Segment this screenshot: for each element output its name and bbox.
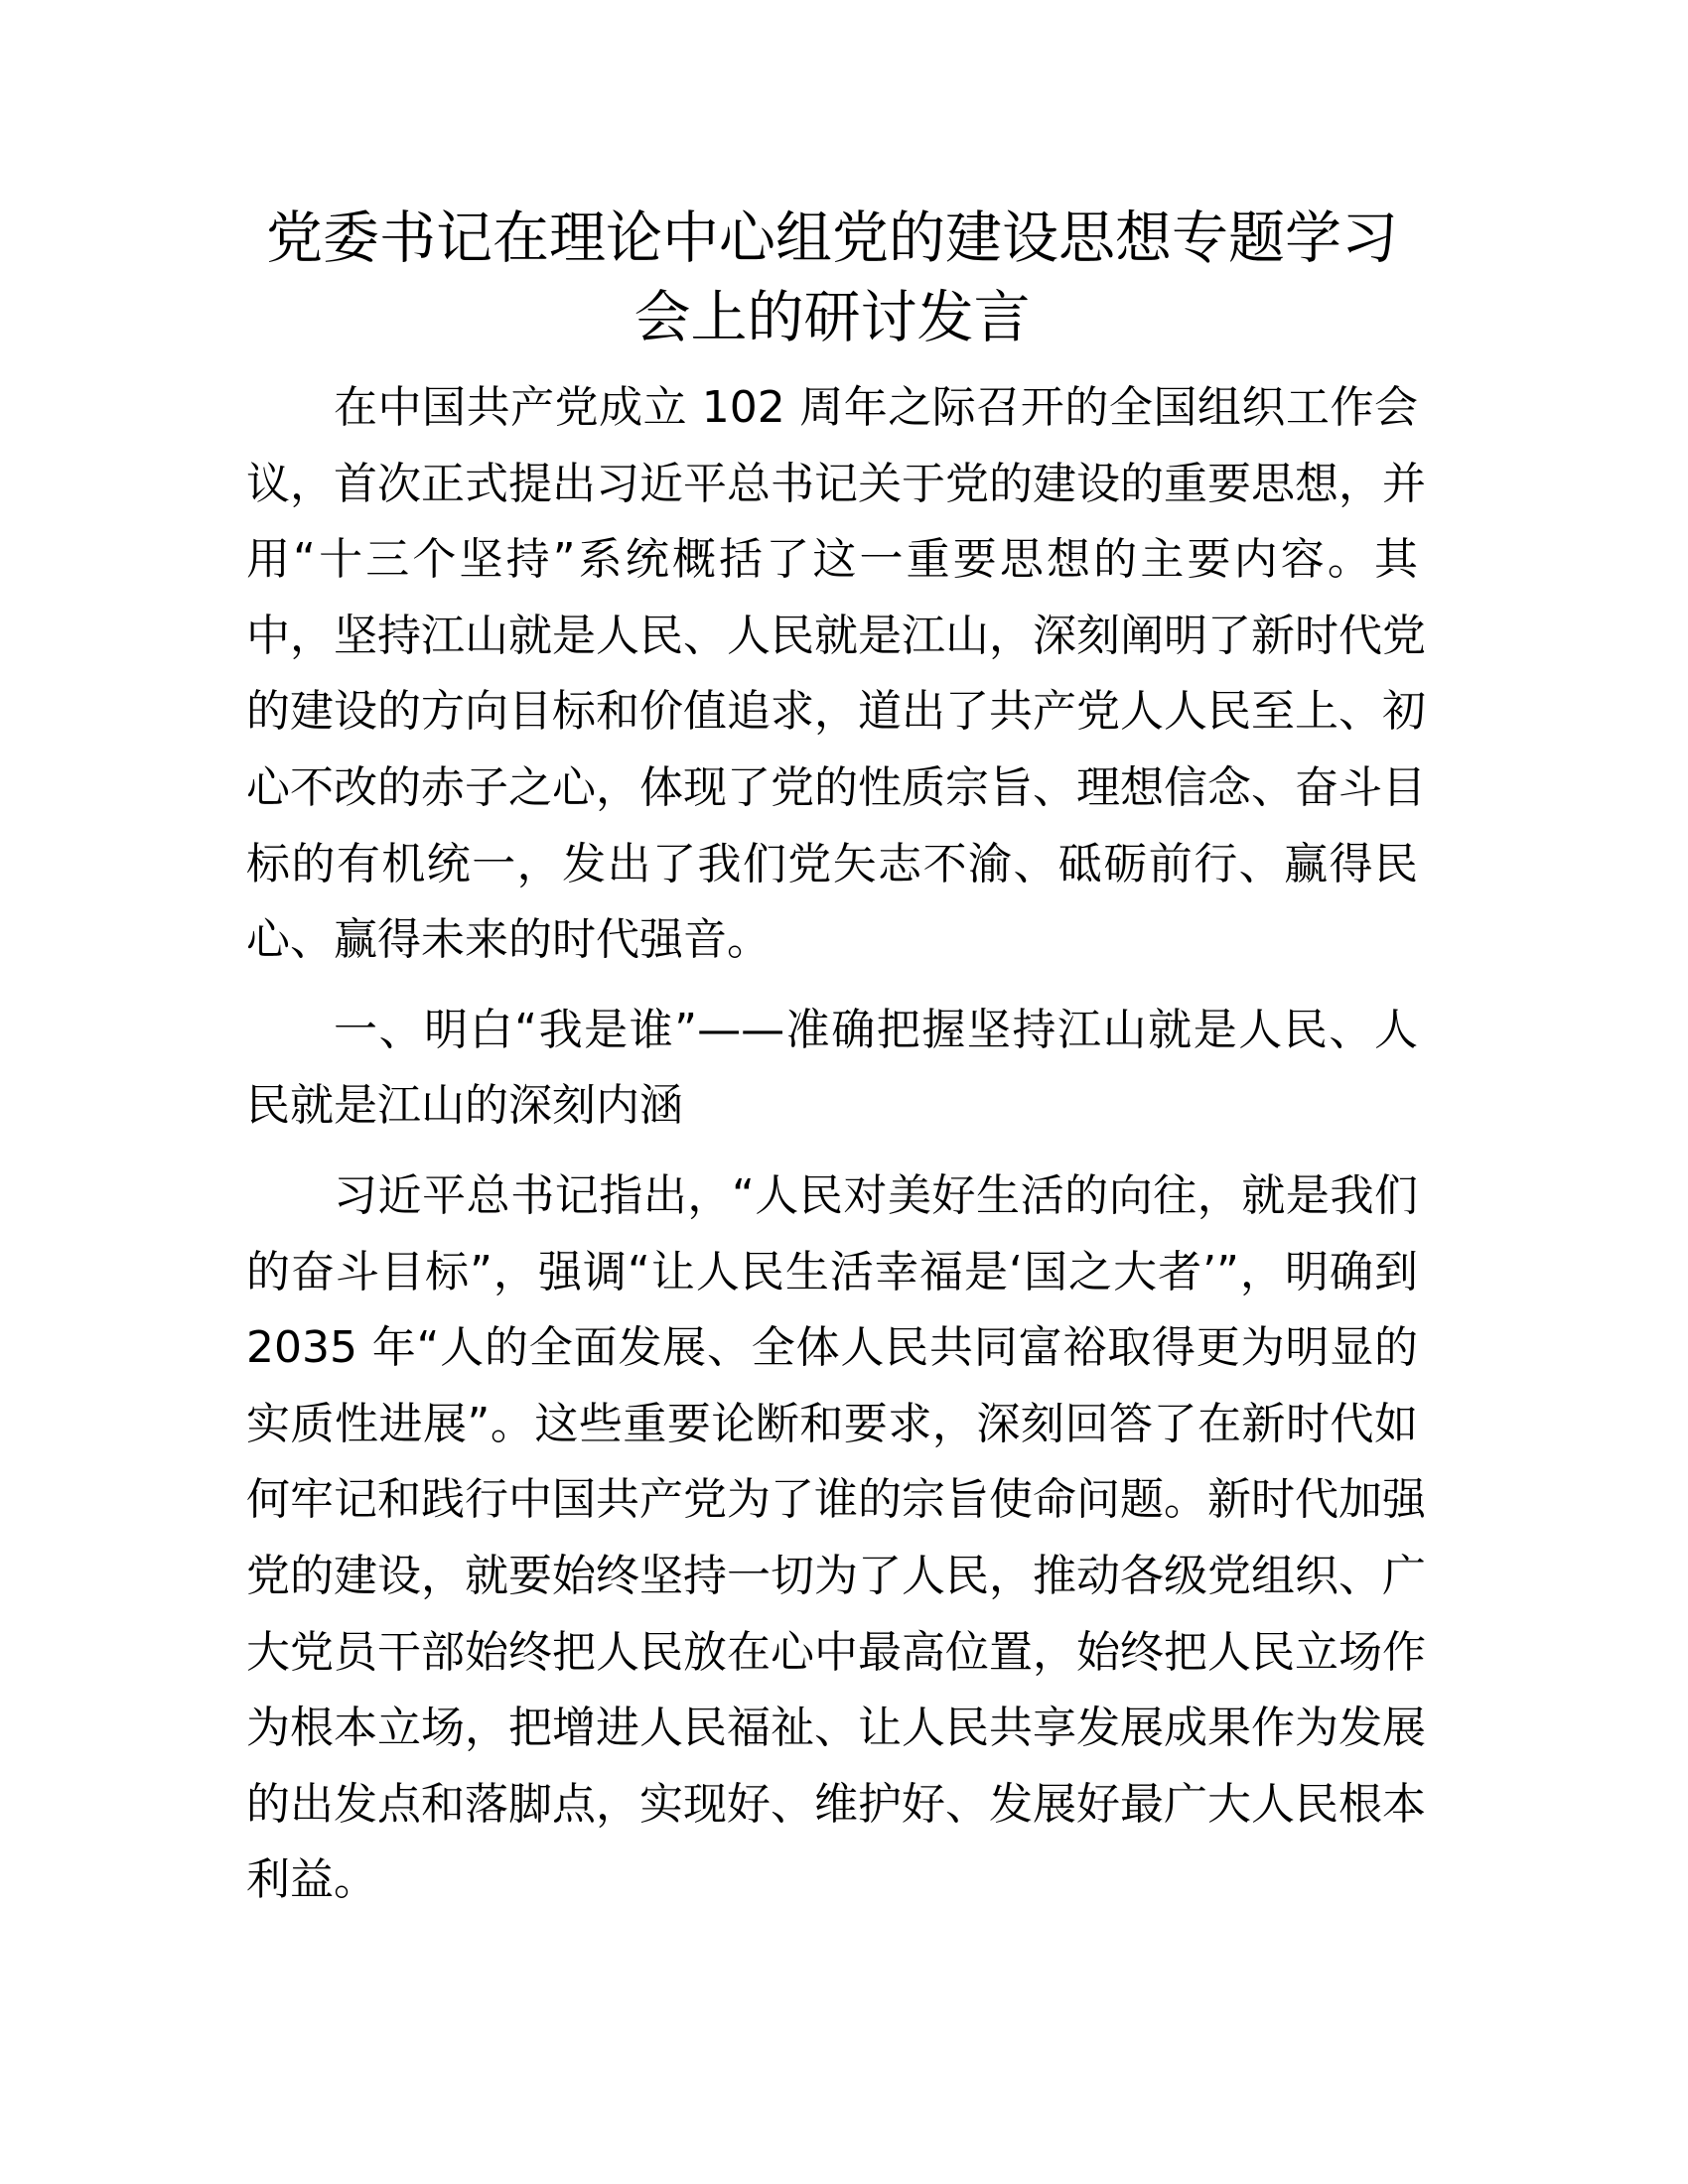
text-line: 实质性进展”。这些重要论断和要求，深刻回答了在新时代如: [246, 1398, 1418, 1449]
text-line: 一、明白“我是谁”——准确把握坚持江山就是人民、人: [334, 1004, 1418, 1055]
document-title: [246, 199, 1418, 357]
text-line: 心、赢得未来的时代强音。: [246, 914, 771, 966]
text-line: 习近平总书记指出，“人民对美好生活的向往，就是我们: [334, 1169, 1418, 1221]
text-line: 民就是江山的深刻内涵: [246, 1080, 683, 1132]
text-line: 何牢记和践行中国共产党为了谁的宗旨使命问题。新时代加强: [246, 1474, 1426, 1526]
text-line: 大党员干部始终把人民放在心中最高位置，始终把人民立场作: [246, 1626, 1426, 1678]
text-line: 用“十三个坚持”系统概括了这一重要思想的主要内容。其: [246, 534, 1418, 586]
text-line: 议，首次正式提出习近平总书记关于党的建设的重要思想，并: [246, 458, 1426, 509]
paragraph: [246, 1159, 1426, 1919]
text-line: 党的建设，就要始终坚持一切为了人民，推动各级党组织、广: [246, 1550, 1426, 1601]
document-body: [246, 370, 1426, 1933]
text-line: 标的有机统一，发出了我们党矢志不渝、砥砺前行、赢得民: [246, 838, 1418, 889]
text-line: 的建设的方向目标和价值追求，道出了共产党人人民至上、初: [246, 686, 1426, 738]
text-line: 的奋斗目标”，强调“让人民生活幸福是‘国之大者’”，明确到: [246, 1246, 1418, 1297]
text-line: 的出发点和落脚点，实现好、维护好、发展好最广大人民根本: [246, 1778, 1426, 1830]
text-line: 心不改的赤子之心，体现了党的性质宗旨、理想信念、奋斗目: [246, 761, 1426, 813]
text-line: 在中国共产党成立 102 周年之际召开的全国组织工作会: [334, 382, 1418, 433]
title-line: 党委书记在理论中心组党的建设思想专题学习: [266, 205, 1398, 271]
section-heading: [246, 993, 1418, 1145]
text-line: 利益。: [246, 1854, 377, 1906]
paragraph: [246, 370, 1426, 979]
text-line: 为根本立场，把增进人民福祉、让人民共享发展成果作为发展: [246, 1703, 1426, 1754]
text-line: 中，坚持江山就是人民、人民就是江山，深刻阐明了新时代党: [246, 610, 1426, 661]
text-line: 2035 年“人的全面发展、全体人民共同富裕取得更为明显的: [246, 1322, 1418, 1374]
title-line: 会上的研讨发言: [633, 285, 1031, 350]
